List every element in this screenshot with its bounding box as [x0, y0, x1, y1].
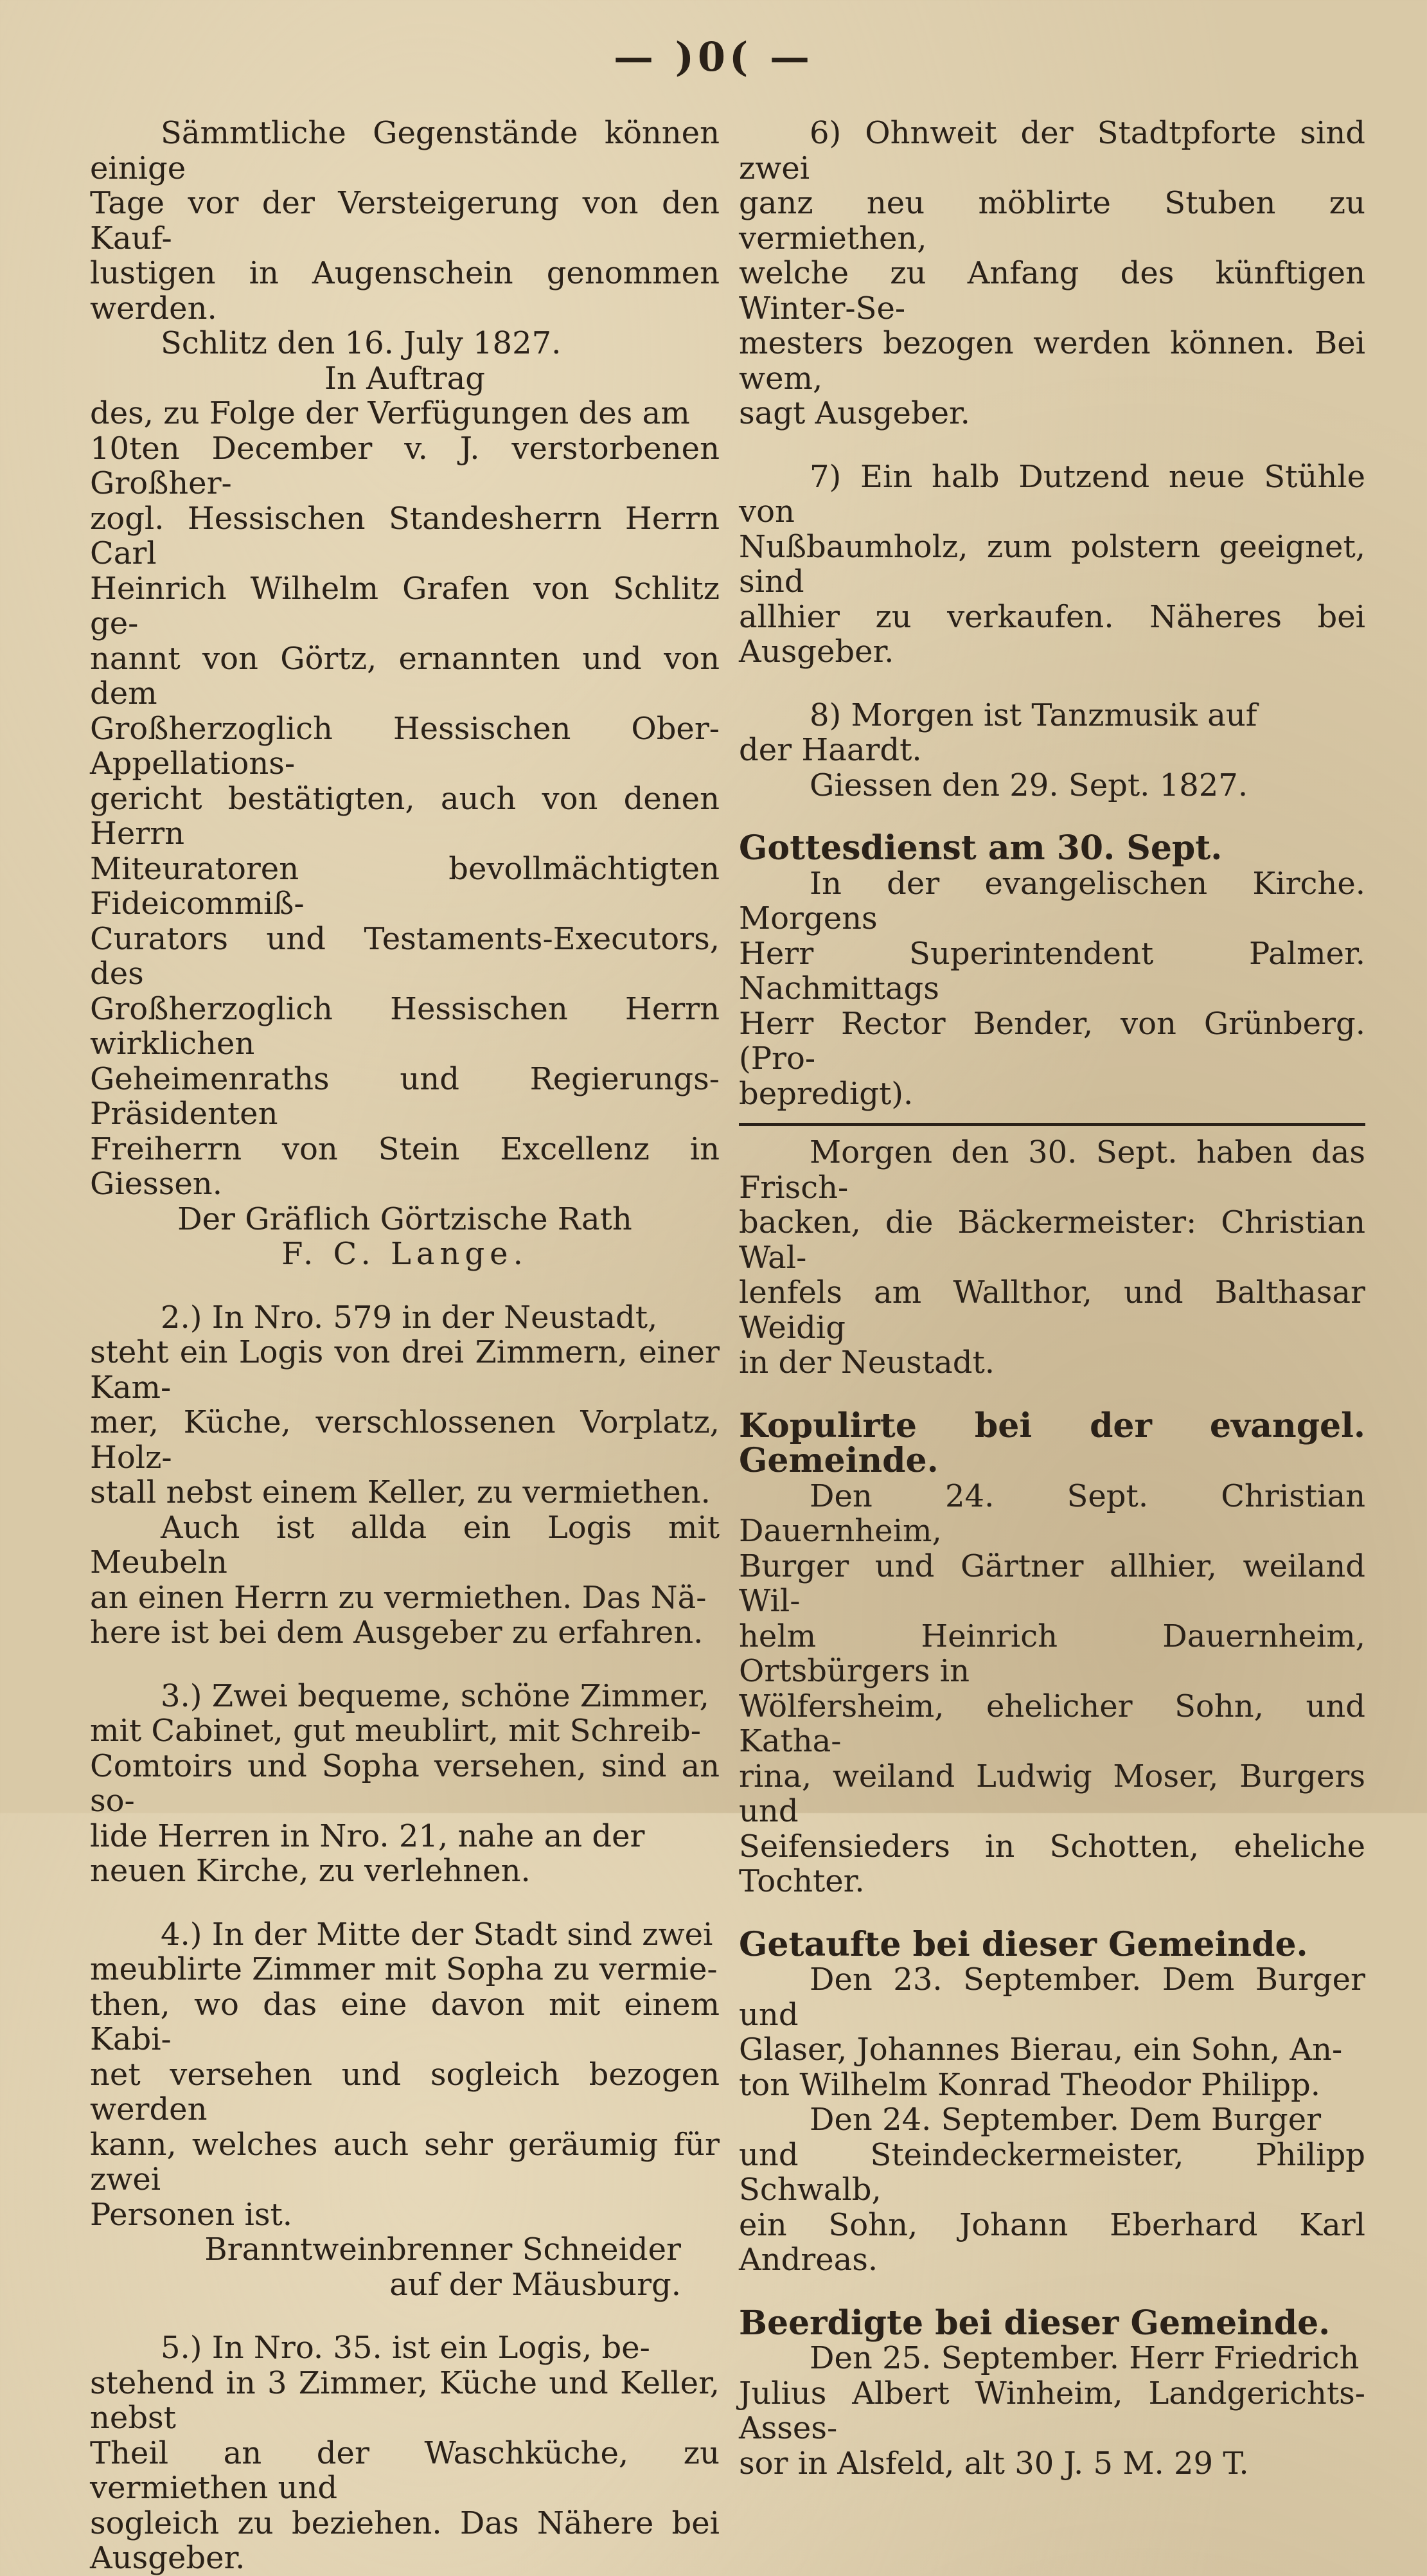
text-line: Sämmtliche Gegenstände können einige: [90, 115, 720, 186]
text-line: 3.) Zwei bequeme, schöne Zimmer,: [161, 1677, 709, 1714]
baptisms-heading: Getaufte bei dieser Gemeinde.: [739, 1924, 1308, 1964]
text-line: allhier zu verkaufen. Näheres bei Ausgeber.: [739, 598, 1365, 670]
text-line: 4.) In der Mitte der Stadt sind zwei: [161, 1916, 713, 1953]
text-line: Glaser, Johannes Bierau, ein Sohn, An-: [739, 2032, 1343, 2068]
text-line: 10ten December v. J. verstorbenen Großher-: [90, 430, 720, 501]
notice-4: [90, 1917, 720, 2303]
text-line: Burger und Gärtner allhier, weiland Wil-: [739, 1548, 1365, 1619]
text-line: an einen Herrn zu vermiethen. Das Nä-: [90, 1579, 707, 1616]
text-line: Curators und Testaments-Executors, des: [90, 920, 720, 992]
text-line: Geheimenraths und Regierungs-Präsidenten: [90, 1060, 720, 1132]
text-line: sogleich zu beziehen. Das Nähere bei Ausgeber.: [90, 2505, 720, 2576]
dateline-schlitz: Schlitz den 16. July 1827.: [161, 325, 562, 361]
text-line: stall nebst einem Keller, zu vermiethen.: [90, 1474, 711, 1510]
text-line: 7) Ein halb Dutzend neue Stühle von: [739, 458, 1365, 530]
text-line: steht ein Logis von drei Zimmern, einer Kam-: [90, 1334, 720, 1406]
church-service-section: [739, 828, 1365, 1112]
text-line: zogl. Hessischen Standesherrn Herrn Carl: [90, 500, 720, 571]
notice-5: [90, 2330, 720, 2576]
notice-8: [739, 698, 1365, 803]
text-line: here ist bei dem Ausgeber zu erfahren.: [90, 1614, 704, 1650]
text-line: kann, welches auch sehr geräumig für zwei: [90, 2126, 720, 2197]
text-line: des, zu Folge der Verfügungen des am: [90, 395, 690, 431]
baptisms-section: [739, 1924, 1365, 2278]
text-line: net versehen und sogleich bezogen werden: [90, 2056, 720, 2127]
text-line: Herr Superintendent Palmer. Nachmittags: [739, 935, 1365, 1006]
text-line: lide Herren in Nro. 21, nahe an der: [90, 1818, 645, 1854]
text-line: neuen Kirche, zu verlehnen.: [90, 1853, 531, 1889]
text-line: helm Heinrich Dauernheim, Ortsbürgers in: [739, 1618, 1365, 1689]
text-line: then, wo das eine davon mit einem Kabi-: [90, 1986, 720, 2057]
text-line: welche zu Anfang des künftigen Winter-Se-: [739, 255, 1365, 326]
text-line: lenfels am Wallthor, und Balthasar Weidig: [739, 1275, 1365, 1346]
text-line: mer, Küche, verschlossenen Vorplatz, Holz-: [90, 1404, 720, 1476]
text-line: in der Neustadt.: [739, 1345, 995, 1381]
text-line: Auch ist allda ein Logis mit Meubeln: [90, 1509, 720, 1580]
text-line: Nußbaumholz, zum polstern geeignet, sind: [739, 528, 1365, 600]
text-line: 8) Morgen ist Tanzmusik auf: [810, 697, 1257, 733]
text-line: Großherzoglich Hessischen Herrn wirklichen: [90, 990, 720, 1062]
text-line: Personen ist.: [90, 2196, 293, 2233]
notice-3: [90, 1679, 720, 1889]
text-line: 6) Ohnweit der Stadtpforte sind zwei: [739, 115, 1365, 186]
burials-section: [739, 2303, 1365, 2482]
marriages-section: [739, 1406, 1365, 1899]
text-line: Seifensieders in Schotten, eheliche Tochter.: [739, 1828, 1365, 1899]
text-line: lustigen in Augenschein genommen werden.: [90, 255, 720, 326]
text-line: Wölfersheim, ehelicher Sohn, und Katha-: [739, 1688, 1365, 1759]
text-line: Freiherrn von Stein Excellenz in Giessen.: [90, 1131, 720, 1202]
burials-heading: Beerdigte bei dieser Gemeinde.: [739, 2303, 1331, 2343]
text-line: ganz neu möblirte Stuben zu vermiethen,: [739, 185, 1365, 256]
text-line: Comtoirs und Sopha versehen, sind an so-: [90, 1748, 720, 1819]
notice-inspection: [90, 116, 720, 1272]
section-divider: [739, 1123, 1365, 1126]
auftrag-heading: In Auftrag: [324, 360, 486, 397]
notice-7: [739, 460, 1365, 670]
signature-name: F. C. Lange.: [281, 1236, 528, 1272]
text-line: ton Wilhelm Konrad Theodor Philipp.: [739, 2066, 1320, 2103]
notice-2: [90, 1300, 720, 1650]
text-line: Den 24. September. Dem Burger: [810, 2102, 1322, 2138]
page-number-header: — )0( —: [614, 33, 813, 80]
text-line: und Steindeckermeister, Philipp Schwalb,: [739, 2136, 1365, 2208]
signature-line: auf der Mäusburg.: [389, 2266, 681, 2303]
text-line: Julius Albert Winheim, Landgerichts-Asses-: [739, 2375, 1365, 2446]
text-line: mesters bezogen werden können. Bei wem,: [739, 325, 1365, 397]
text-line: Theil an der Waschküche, zu vermiethen und: [90, 2435, 720, 2506]
text-line: Den 23. September. Dem Burger und: [739, 1962, 1365, 2033]
marriages-heading: Kopulirte bei der evangel. Gemeinde.: [739, 1406, 1365, 1480]
text-line: Morgen den 30. Sept. haben das Frisch-: [739, 1134, 1365, 1206]
text-line: gericht bestätigten, auch von denen Herrn: [90, 780, 720, 852]
dateline-giessen: Giessen den 29. Sept. 1827.: [810, 767, 1248, 803]
text-line: nannt von Görtz, ernannten und von dem: [90, 640, 720, 711]
church-service-heading: Gottesdienst am 30. Sept.: [739, 828, 1223, 868]
text-line: Den 25. September. Herr Friedrich: [810, 2340, 1360, 2376]
text-line: der Haardt.: [739, 732, 922, 768]
text-line: Tage vor der Versteigerung von den Kauf-: [90, 185, 720, 256]
bakers-notice: [739, 1135, 1365, 1381]
text-line: Herr Rector Bender, von Grünberg. (Pro-: [739, 1005, 1365, 1077]
text-line: backen, die Bäckermeister: Christian Wal-: [739, 1204, 1365, 1276]
text-line: meublirte Zimmer mit Sopha zu vermie-: [90, 1951, 718, 1987]
text-line: Großherzoglich Hessischen Ober-Appellations-: [90, 710, 720, 782]
signature-line: Branntweinbrenner Schneider: [204, 2232, 681, 2267]
left-column: [90, 116, 720, 2576]
text-line: 2.) In Nro. 579 in der Neustadt,: [161, 1299, 658, 1336]
text-line: bepredigt).: [739, 1075, 914, 1112]
notice-6: [739, 116, 1365, 431]
text-line: Den 24. Sept. Christian Dauernheim,: [739, 1478, 1365, 1549]
text-line: In der evangelischen Kirche. Morgens: [739, 865, 1365, 936]
text-line: Heinrich Wilhelm Grafen von Schlitz ge-: [90, 570, 720, 641]
text-line: sagt Ausgeber.: [739, 395, 970, 431]
right-column: [739, 116, 1365, 2481]
text-line: ein Sohn, Johann Eberhard Karl Andreas.: [739, 2206, 1365, 2278]
text-line: 5.) In Nro. 35. ist ein Logis, be-: [161, 2330, 650, 2366]
text-line: Miteuratoren bevollmächtigten Fideicommiß-: [90, 850, 720, 922]
text-line: mit Cabinet, gut meublirt, mit Schreib-: [90, 1713, 701, 1749]
text-line: stehend in 3 Zimmer, Küche und Keller, nebst: [90, 2365, 720, 2436]
signature-title: Der Gräflich Görtzische Rath: [177, 1201, 632, 1237]
text-line: sor in Alsfeld, alt 30 J. 5 M. 29 T.: [739, 2445, 1249, 2482]
text-line: rina, weiland Ludwig Moser, Burgers und: [739, 1758, 1365, 1829]
